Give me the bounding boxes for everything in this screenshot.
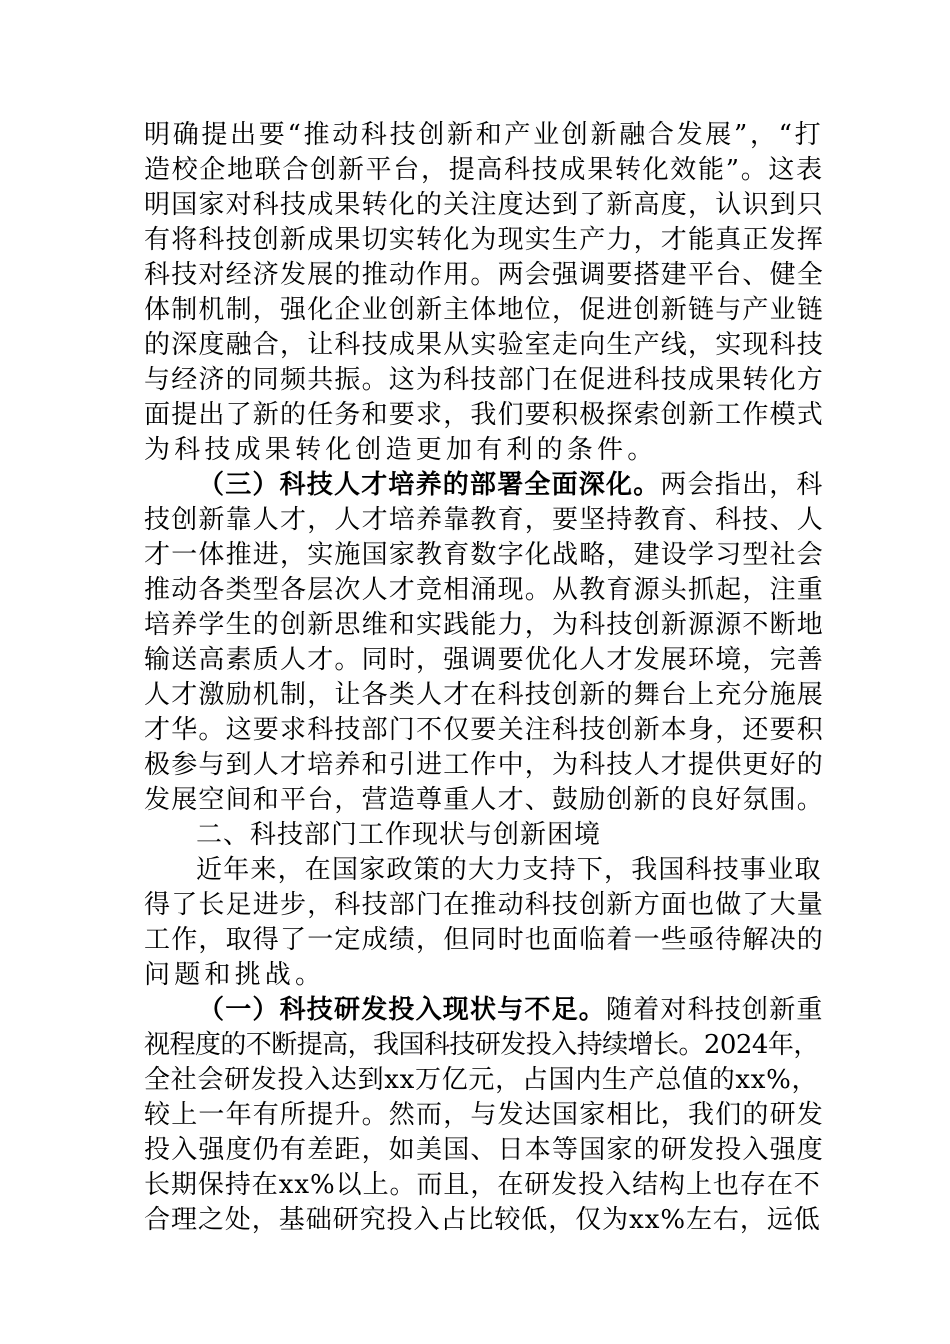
text-line <box>198 468 824 502</box>
text-line: 全社会研发投入达到xx万亿元，占国内生产总值的xx%， <box>144 1065 819 1095</box>
text-line: 为科技成果转化创造更加有利的条件。 <box>144 435 658 465</box>
inline-text: 两会指出，科 <box>660 470 824 500</box>
text-line: 的深度融合，让科技成果从实验室走向生产线，实现科技 <box>144 330 825 360</box>
subsection-title: （一）科技研发投入现状与不足。 <box>198 995 607 1025</box>
text-line: 与经济的同频共振。这为科技部门在促进科技成果转化方 <box>144 365 825 395</box>
section-heading: 二、科技部门工作现状与创新困境 <box>196 820 602 850</box>
text-line: 近年来，在国家政策的大力支持下，我国科技事业取 <box>196 855 822 885</box>
text-line: 体制机制，强化企业创新主体地位，促进创新链与产业链 <box>144 295 825 325</box>
text-line: 长期保持在xx%以上。而且，在研发投入结构上也存在不 <box>144 1170 821 1200</box>
text-line: 技创新靠人才，人才培养靠教育，要坚持教育、科技、人 <box>144 505 825 535</box>
subsection-title: （三）科技人才培养的部署全面深化。 <box>198 470 661 500</box>
text-line: 人才激励机制，让各类人才在科技创新的舞台上充分施展 <box>144 680 825 710</box>
text-line: 明国家对科技成果转化的关注度达到了新高度，认识到只 <box>144 190 825 220</box>
text-line: 造校企地联合创新平台，提高科技成果转化效能”。这表 <box>144 155 824 185</box>
inline-text: 随着对科技创新重 <box>606 995 824 1025</box>
text-line: 推动各类型各层次人才竞相涌现。从教育源头抓起，注重 <box>144 575 825 605</box>
text-line: 极参与到人才培养和引进工作中，为科技人才提供更好的 <box>144 750 825 780</box>
text-line: 视程度的不断提高，我国科技研发投入持续增长。2024年， <box>144 1030 819 1060</box>
text-line: 输送高素质人才。同时，强调要优化人才发展环境，完善 <box>144 645 825 675</box>
text-line: 才华。这要求科技部门不仅要关注科技创新本身，还要积 <box>144 715 825 745</box>
text-line: 才一体推进，实施国家教育数字化战略，建设学习型社会 <box>144 540 825 570</box>
text-line <box>198 993 824 1027</box>
text-line: 培养学生的创新思维和实践能力，为科技创新源源不断地 <box>144 610 825 640</box>
text-line: 科技对经济发展的推动作用。两会强调要搭建平台、健全 <box>144 260 825 290</box>
text-line: 发展空间和平台，营造尊重人才、鼓励创新的良好氛围。 <box>144 785 825 815</box>
text-line: 面提出了新的任务和要求，我们要积极探索创新工作模式 <box>144 400 825 430</box>
text-line: 较上一年有所提升。然而，与发达国家相比，我们的研发 <box>144 1100 825 1130</box>
text-line: 工作，取得了一定成绩，但同时也面临着一些亟待解决的 <box>144 925 825 955</box>
text-line: 有将科技创新成果切实转化为现实生产力，才能真正发挥 <box>144 225 825 255</box>
text-line: 得了长足进步，科技部门在推动科技创新方面也做了大量 <box>144 890 825 920</box>
text-line: 明确提出要“推动科技创新和产业创新融合发展”，“打 <box>144 120 824 150</box>
text-line: 合理之处，基础研究投入占比较低，仅为xx%左右，远低 <box>144 1205 821 1235</box>
text-line: 问题和挑战。 <box>144 960 326 990</box>
text-line: 投入强度仍有差距，如美国、日本等国家的研发投入强度 <box>144 1135 825 1165</box>
